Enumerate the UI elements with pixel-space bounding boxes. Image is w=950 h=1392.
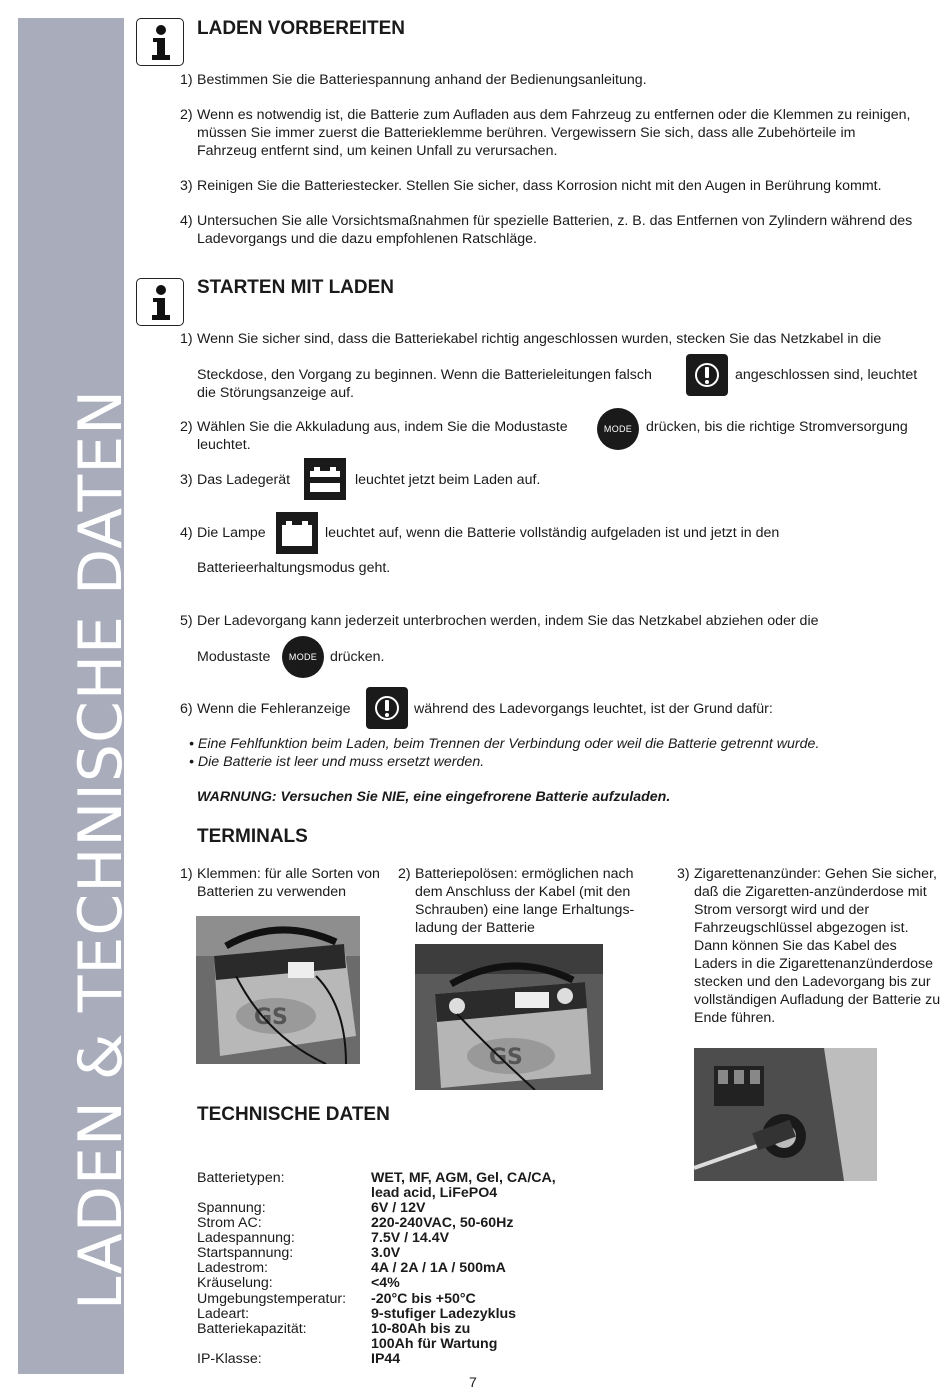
list-item: Bestimmen Sie die Batteriespannung anhand der Bedienungsanleitung. [197, 72, 647, 88]
spec-value: -20°C bis +50°C [371, 1291, 476, 1307]
list-number: 1) [180, 72, 193, 88]
list-item-text: Steckdose, den Vorgang zu beginnen. Wenn die Batterieleitungen falsch [197, 367, 652, 383]
bullet-item: • Die Batterie ist leer und muss ersetzt werden. [189, 754, 485, 770]
list-item-text: Modustaste [197, 649, 271, 665]
section-heading-laden-vorbereiten: LADEN VORBEREITEN [197, 18, 405, 39]
spec-label: Spannung: [197, 1200, 266, 1216]
list-item: Reinigen Sie die Batteriestecker. Stellen Sie sicher, dass Korrosion nicht mit den Augen in Berührung kommt. [197, 178, 882, 194]
fault-indicator-icon [686, 354, 728, 396]
cigarette-lighter-photo [694, 1048, 877, 1181]
spec-label: Strom AC: [197, 1215, 262, 1231]
list-item-text: drücken. [330, 649, 385, 665]
fault-indicator-icon [366, 687, 408, 729]
list-number: 2) [180, 107, 193, 123]
list-item-text: leuchtet jetzt beim Laden auf. [355, 472, 541, 488]
info-icon [136, 18, 184, 66]
spec-value: IP44 [371, 1351, 401, 1367]
spec-value: 220-240VAC, 50-60Hz [371, 1215, 514, 1231]
spec-value: 3.0V [371, 1245, 401, 1261]
list-item-text: Wenn die Fehleranzeige [197, 701, 351, 717]
list-number: 1) [180, 331, 193, 347]
list-item-text: Batterieerhaltungsmodus geht. [197, 560, 391, 576]
svg-text:GS: GS [254, 1005, 288, 1030]
sidebar-title: LADEN & TECHNISCHE DATEN [66, 389, 136, 1310]
warning-text: WARNUNG: Versuchen Sie NIE, eine eingefrorene Batterie aufzuladen. [197, 789, 671, 805]
page-number: 7 [469, 1374, 477, 1390]
list-item: Wenn es notwendig ist, die Batterie zum Aufladen aus dem Fahrzeug zu entfernen oder die Klemmen zu reinigen, müssen Sie immer zuerst die Batterieklemme berühren. Vergewissern Sie sich, dass alle Zubehörteile im Fahrzeug entfernt sind, um keinen Unfall zu verursachen. [197, 107, 911, 159]
spec-value: 6V / 12V [371, 1200, 426, 1216]
spec-value: lead acid, LiFePO4 [371, 1185, 498, 1201]
list-number: 2) [180, 419, 193, 435]
list-number: 5) [180, 613, 193, 629]
list-item-text: angeschlossen sind, leuchtet [735, 367, 918, 383]
list-item-text: Die Lampe [197, 525, 266, 541]
list-item-text: Wählen Sie die Akkuladung aus, indem Sie die Modustaste [197, 419, 568, 435]
list-item: Untersuchen Sie alle Vorsichtsmaßnahmen für spezielle Batterien, z. B. das Entfernen von Zylindern während des Ladevorgangs und die dazu empfohlenen Ratschläge. [197, 213, 913, 247]
list-item-text: Der Ladevorgang kann jederzeit unterbrochen werden, indem Sie das Netzkabel abziehen oder die [197, 613, 819, 629]
list-item-text: drücken, bis die richtige Stromversorgung [646, 419, 908, 435]
list-number: 3) [180, 472, 193, 488]
spec-label: Batterietypen: [197, 1170, 285, 1186]
terminal-description: Klemmen: für alle Sorten von Batterien zu verwenden [197, 866, 380, 900]
list-item-text: leuchtet auf, wenn die Batterie vollständig aufgeladen ist und jetzt in den [325, 525, 780, 541]
terminal-description: Zigarettenanzünder: Gehen Sie sicher, daß die Zigaretten-anzünderdose mit Strom versorgt wird und der Fahrzeugschlüssel abgezogen ist. Dann können Sie das Kabel des Laders in die Zigarettenanzünderdose stecken und den Ladevorgang bis zur vollständigen Aufladung der Batterie zu Ende führen. [694, 866, 941, 1026]
svg-text:GS: GS [489, 1045, 523, 1070]
spec-value: 10-80Ah bis zu [371, 1321, 471, 1337]
spec-value: 100Ah für Wartung [371, 1336, 498, 1352]
list-item-text: Wenn Sie sicher sind, dass die Batteriekabel richtig angeschlossen wurden, stecken Sie das Netzkabel in die [197, 331, 882, 347]
list-item-text: während des Ladevorgangs leuchtet, ist der Grund dafür: [414, 701, 773, 717]
list-item-text: die Störungsanzeige auf. [197, 385, 354, 401]
section-heading-starten-mit-laden: STARTEN MIT LADEN [197, 277, 395, 298]
spec-label: Startspannung: [197, 1245, 294, 1261]
bullet-item: • Eine Fehlfunktion beim Laden, beim Trennen der Verbindung oder weil die Batterie getrennt wurde. [189, 736, 820, 752]
list-item-text: Das Ladegerät [197, 472, 291, 488]
battery-charging-icon [304, 458, 346, 500]
spec-label: Kräuselung: [197, 1275, 273, 1291]
list-item-text: leuchtet. [197, 437, 251, 453]
spec-label: Ladespannung: [197, 1230, 295, 1246]
list-number: 2) [398, 866, 411, 882]
spec-label: Batteriekapazität: [197, 1321, 307, 1337]
spec-value: 4A / 2A / 1A / 500mA [371, 1260, 506, 1276]
list-number: 1) [180, 866, 193, 882]
info-icon [136, 278, 184, 326]
spec-label: Ladestrom: [197, 1260, 268, 1276]
list-number: 3) [677, 866, 690, 882]
section-heading-terminals: TERMINALS [197, 826, 308, 847]
terminal-description: Batteriepolösen: ermöglichen nach dem Anschluss der Kabel (mit den Schrauben) eine lange Erhaltungs-ladung der Batterie [415, 866, 635, 936]
spec-value: <4% [371, 1275, 400, 1291]
battery-full-icon [276, 512, 318, 554]
battery-clamps-photo [196, 916, 360, 1064]
battery-ring-terminals-photo [415, 944, 603, 1090]
spec-value: 7.5V / 14.4V [371, 1230, 450, 1246]
list-number: 3) [180, 178, 193, 194]
list-number: 6) [180, 701, 193, 717]
spec-value: WET, MF, AGM, Gel, CA/CA, [371, 1170, 556, 1186]
mode-button-icon: MODE [597, 408, 639, 450]
spec-label: Ladeart: [197, 1306, 250, 1322]
spec-label: Umgebungstemperatur: [197, 1291, 347, 1307]
spec-value: 9-stufiger Ladezyklus [371, 1306, 517, 1322]
list-number: 4) [180, 525, 193, 541]
spec-label: IP-Klasse: [197, 1351, 262, 1367]
list-number: 4) [180, 213, 193, 229]
section-heading-technische-daten: TECHNISCHE DATEN [197, 1104, 390, 1125]
mode-button-icon: MODE [282, 636, 324, 678]
